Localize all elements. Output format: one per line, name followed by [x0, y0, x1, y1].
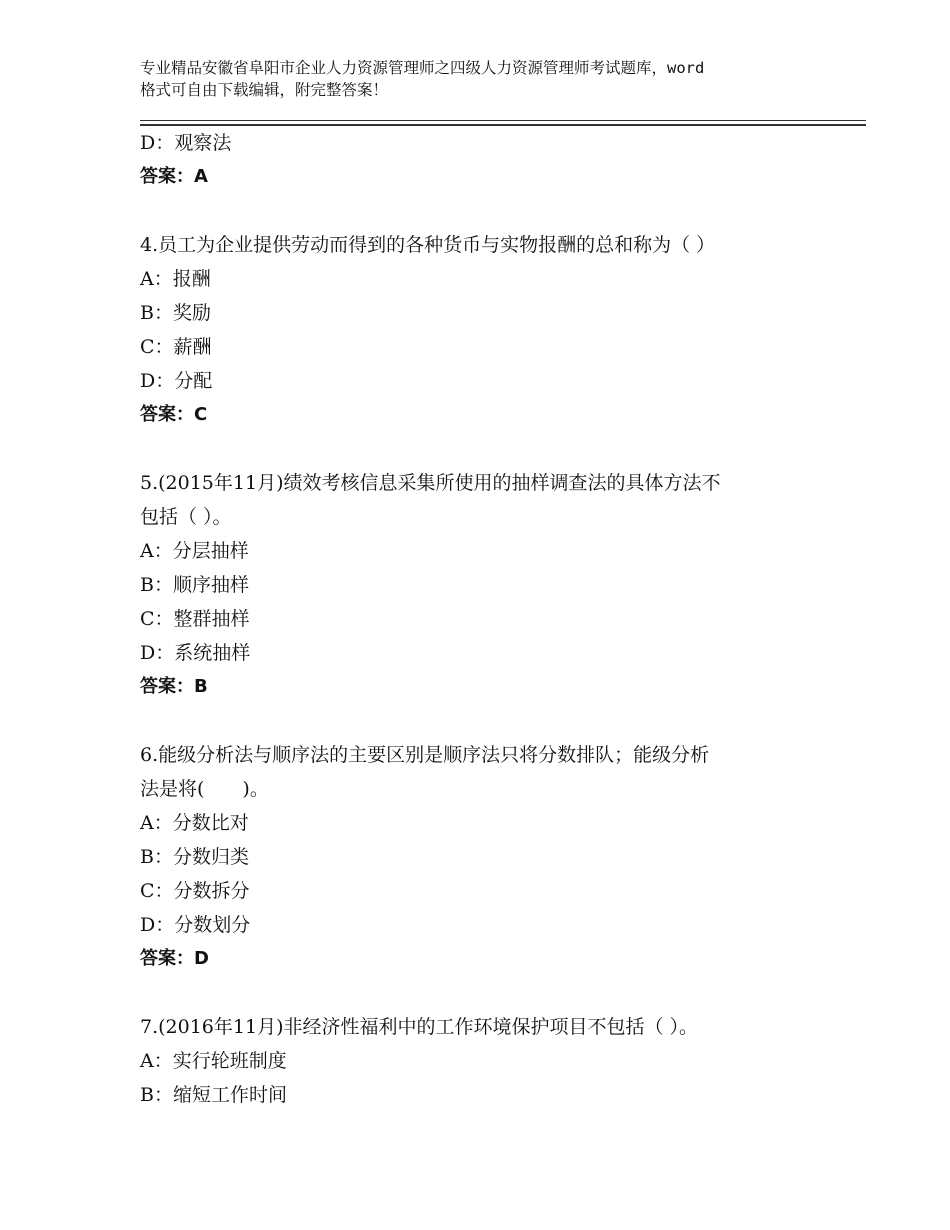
q7-option-a: A：实行轮班制度	[140, 1050, 287, 1072]
q6-stem-line1: 6.能级分析法与顺序法的主要区别是顺序法只将分数排队；能级分析	[140, 744, 710, 766]
q5-stem-line1: 5.(2015年11月)绩效考核信息采集所使用的抽样调查法的具体方法不	[140, 472, 721, 494]
q5-answer: 答案：B	[140, 676, 208, 697]
q6-option-d: D：分数划分	[140, 914, 251, 936]
header-title-line1: 专业精品安徽省阜阳市企业人力资源管理师之四级人力资源管理师考试题库，word	[140, 59, 705, 77]
header-title-line2: 格式可自由下载编辑，附完整答案！	[140, 81, 389, 99]
q7-option-b: B：缩短工作时间	[140, 1084, 287, 1106]
q6-option-c: C：分数拆分	[140, 880, 250, 902]
q3-option-d: D：观察法	[140, 132, 232, 154]
q6-answer: 答案：D	[140, 948, 209, 969]
header-divider-thin	[140, 120, 866, 121]
spacer	[140, 194, 820, 228]
q5-stem-line2: 包括（ ）。	[140, 506, 232, 528]
q4-stem: 4.员工为企业提供劳动而得到的各种货币与实物报酬的总和称为（ ）	[140, 234, 716, 256]
spacer	[140, 976, 820, 1010]
q7-stem: 7.(2016年11月)非经济性福利中的工作环境保护项目不包括（ ）。	[140, 1016, 699, 1038]
q4-option-b: B：奖励	[140, 302, 211, 324]
spacer	[140, 432, 820, 466]
q4-option-d: D：分配	[140, 370, 213, 392]
q3-answer: 答案：A	[140, 166, 208, 187]
q5-option-a: A：分层抽样	[140, 540, 249, 562]
q4-option-a: A：报酬	[140, 268, 211, 290]
q4-answer: 答案：C	[140, 404, 208, 425]
document-header	[140, 57, 830, 101]
q6-stem-line2: 法是将( )。	[140, 778, 269, 800]
q5-option-c: C：整群抽样	[140, 608, 250, 630]
q5-option-b: B：顺序抽样	[140, 574, 249, 596]
question-list	[140, 126, 820, 1112]
q4-option-c: C：薪酬	[140, 336, 212, 358]
q5-option-d: D：系统抽样	[140, 642, 251, 664]
q6-option-a: A：分数比对	[140, 812, 249, 834]
spacer	[140, 704, 820, 738]
q6-option-b: B：分数归类	[140, 846, 249, 868]
